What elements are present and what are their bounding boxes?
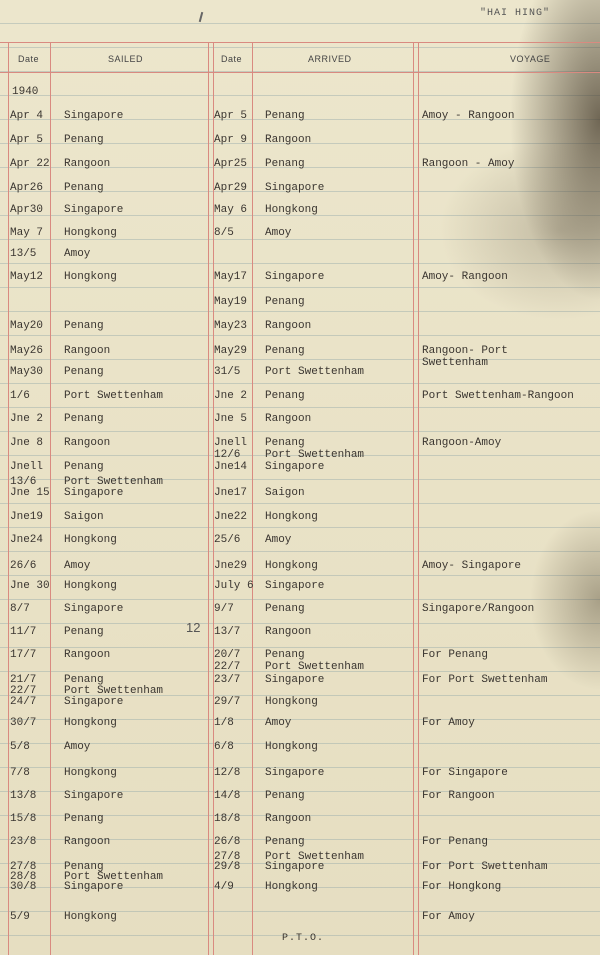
port-arrived: Penang <box>265 649 305 661</box>
date-arrived: 12/6 <box>214 449 241 461</box>
port-sailed: Amoy <box>64 248 91 260</box>
port-arrived: Singapore <box>265 580 325 592</box>
port-arrived: Penang <box>265 345 305 357</box>
port-arrived: Singapore <box>265 767 325 779</box>
date-sailed: Apr26 <box>10 182 44 194</box>
port-sailed: Singapore <box>64 881 124 893</box>
header-rule-bottom <box>0 72 600 73</box>
date-arrived: May17 <box>214 271 248 283</box>
port-arrived: Port Swettenham <box>265 661 365 673</box>
document-title: "HAI HING" <box>480 8 551 19</box>
date-sailed: 23/8 <box>10 836 37 848</box>
port-sailed: Rangoon <box>64 649 111 661</box>
date-sailed: 22/7 <box>10 685 37 697</box>
port-arrived: Amoy <box>265 717 292 729</box>
header-date-arrived: Date <box>221 54 243 64</box>
port-sailed: Rangoon <box>64 836 111 848</box>
date-arrived: 6/8 <box>214 741 234 753</box>
port-arrived: Rangoon <box>265 626 312 638</box>
port-sailed: Hongkong <box>64 580 117 592</box>
date-sailed: May26 <box>10 345 44 357</box>
date-sailed: 8/7 <box>10 603 30 615</box>
port-sailed: Penang <box>64 366 104 378</box>
voyage: Singapore/Rangoon <box>422 603 535 615</box>
date-sailed: Jne24 <box>10 534 44 546</box>
port-sailed: Rangoon <box>64 345 111 357</box>
date-sailed: 17/7 <box>10 649 37 661</box>
voyage: Rangoon-Amoy <box>422 437 502 449</box>
voyage: Amoy- Singapore <box>422 560 522 572</box>
date-sailed: 30/8 <box>10 881 37 893</box>
port-arrived: Hongkong <box>265 511 318 523</box>
port-arrived: Rangoon <box>265 813 312 825</box>
port-arrived: Penang <box>265 437 305 449</box>
date-sailed: Jne19 <box>10 511 44 523</box>
port-arrived: Amoy <box>265 534 292 546</box>
voyage: For Singapore <box>422 767 508 779</box>
date-sailed: May 7 <box>10 227 44 239</box>
port-arrived: Penang <box>265 296 305 308</box>
port-arrived: Amoy <box>265 227 292 239</box>
port-sailed: Penang <box>64 182 104 194</box>
voyage: For Amoy <box>422 911 475 923</box>
port-sailed: Hongkong <box>64 271 117 283</box>
port-arrived: Singapore <box>265 271 325 283</box>
rule-date2 <box>252 42 253 955</box>
voyage: For Port Swettenham <box>422 861 548 873</box>
header-sailed: SAILED <box>108 54 144 64</box>
voyage: Swettenham <box>422 357 489 369</box>
voyage: For Hongkong <box>422 881 502 893</box>
date-arrived: 20/7 <box>214 649 241 661</box>
date-sailed: May30 <box>10 366 44 378</box>
footer-pto: P.T.O. <box>282 933 325 944</box>
rule-date1 <box>50 42 51 955</box>
port-arrived: Rangoon <box>265 413 312 425</box>
date-arrived: Apr29 <box>214 182 248 194</box>
date-sailed: 30/7 <box>10 717 37 729</box>
voyage: For Rangoon <box>422 790 495 802</box>
port-arrived: Hongkong <box>265 560 318 572</box>
port-sailed: Penang <box>64 813 104 825</box>
margin-note: 12 <box>186 620 201 635</box>
date-sailed: 28/8 <box>10 871 37 883</box>
date-arrived: 12/8 <box>214 767 241 779</box>
date-sailed: 5/8 <box>10 741 30 753</box>
port-arrived: Singapore <box>265 861 325 873</box>
date-arrived: 26/8 <box>214 836 241 848</box>
date-sailed: 24/7 <box>10 696 37 708</box>
date-arrived: 29/7 <box>214 696 241 708</box>
date-sailed: 7/8 <box>10 767 30 779</box>
date-sailed: May12 <box>10 271 44 283</box>
port-arrived: Hongkong <box>265 881 318 893</box>
port-sailed: Rangoon <box>64 158 111 170</box>
date-arrived: 13/7 <box>214 626 241 638</box>
date-arrived: Jne17 <box>214 487 248 499</box>
date-arrived: 18/8 <box>214 813 241 825</box>
voyage: Rangoon - Amoy <box>422 158 515 170</box>
port-arrived: Hongkong <box>265 696 318 708</box>
port-sailed: Amoy <box>64 741 91 753</box>
port-arrived: Singapore <box>265 674 325 686</box>
header-rule-top <box>0 42 600 43</box>
port-sailed: Hongkong <box>64 534 117 546</box>
date-sailed: 15/8 <box>10 813 37 825</box>
port-arrived: Penang <box>265 158 305 170</box>
date-sailed: 27/8 <box>10 861 37 873</box>
port-arrived: Rangoon <box>265 320 312 332</box>
date-arrived: May29 <box>214 345 248 357</box>
port-sailed: Port Swettenham <box>64 685 164 697</box>
port-sailed: Penang <box>64 674 104 686</box>
port-sailed: Penang <box>64 461 104 473</box>
date-arrived: 1/8 <box>214 717 234 729</box>
voyage: For Port Swettenham <box>422 674 548 686</box>
date-arrived: May 6 <box>214 204 248 216</box>
port-sailed: Singapore <box>64 110 124 122</box>
date-sailed: 13/5 <box>10 248 37 260</box>
date-sailed: 5/9 <box>10 911 30 923</box>
date-arrived: 4/9 <box>214 881 234 893</box>
date-arrived: Jnell <box>214 437 248 449</box>
rule-left <box>8 42 9 955</box>
port-sailed: Hongkong <box>64 227 117 239</box>
port-sailed: Saigon <box>64 511 104 523</box>
voyage: Amoy - Rangoon <box>422 110 515 122</box>
port-sailed: Singapore <box>64 603 124 615</box>
date-sailed: Jne 30 <box>10 580 50 592</box>
port-arrived: Hongkong <box>265 741 318 753</box>
date-sailed: Apr 4 <box>10 110 44 122</box>
port-arrived: Saigon <box>265 487 305 499</box>
port-sailed: Port Swettenham <box>64 390 164 402</box>
date-arrived: 25/6 <box>214 534 241 546</box>
port-sailed: Singapore <box>64 487 124 499</box>
date-sailed: Jne 8 <box>10 437 44 449</box>
date-sailed: Apr30 <box>10 204 44 216</box>
date-sailed: 13/6 <box>10 476 37 488</box>
port-sailed: Penang <box>64 320 104 332</box>
date-arrived: Jne 2 <box>214 390 248 402</box>
date-sailed: Jne 15 <box>10 487 50 499</box>
voyage: For Amoy <box>422 717 475 729</box>
header-date-sailed: Date <box>18 54 40 64</box>
date-sailed: 11/7 <box>10 626 37 638</box>
voyage: Rangoon- Port <box>422 345 508 357</box>
port-arrived: Hongkong <box>265 204 318 216</box>
date-arrived: Jne14 <box>214 461 248 473</box>
port-arrived: Singapore <box>265 461 325 473</box>
date-arrived: May19 <box>214 296 248 308</box>
date-arrived: 29/8 <box>214 861 241 873</box>
date-sailed: Jne 2 <box>10 413 44 425</box>
date-arrived: 9/7 <box>214 603 234 615</box>
date-sailed: 1/6 <box>10 390 30 402</box>
date-sailed: 21/7 <box>10 674 37 686</box>
port-sailed: Singapore <box>64 696 124 708</box>
port-arrived: Penang <box>265 390 305 402</box>
date-arrived: Jne29 <box>214 560 248 572</box>
date-arrived: 22/7 <box>214 661 241 673</box>
port-sailed: Singapore <box>64 204 124 216</box>
voyage: For Penang <box>422 649 489 661</box>
rule-arrived <box>413 42 419 955</box>
date-sailed: 13/8 <box>10 790 37 802</box>
date-arrived: 14/8 <box>214 790 241 802</box>
port-sailed: Port Swettenham <box>64 871 164 883</box>
date-arrived: 31/5 <box>214 366 241 378</box>
port-arrived: Port Swettenham <box>265 366 365 378</box>
port-arrived: Penang <box>265 110 305 122</box>
voyage: Amoy- Rangoon <box>422 271 508 283</box>
port-sailed: Rangoon <box>64 437 111 449</box>
port-sailed: Amoy <box>64 560 91 572</box>
port-sailed: Hongkong <box>64 717 117 729</box>
port-sailed: Port Swettenham <box>64 476 164 488</box>
date-arrived: 27/8 <box>214 851 241 863</box>
port-sailed: Penang <box>64 626 104 638</box>
date-sailed: Apr 22 <box>10 158 50 170</box>
port-sailed: Penang <box>64 861 104 873</box>
voyage: Port Swettenham-Rangoon <box>422 390 574 402</box>
date-arrived: Apr25 <box>214 158 248 170</box>
date-sailed: May20 <box>10 320 44 332</box>
port-arrived: Penang <box>265 836 305 848</box>
header-arrived: ARRIVED <box>308 54 352 64</box>
port-arrived: Rangoon <box>265 134 312 146</box>
voyage: For Penang <box>422 836 489 848</box>
date-arrived: Jne 5 <box>214 413 248 425</box>
date-arrived: Apr 5 <box>214 110 248 122</box>
date-sailed: Apr 5 <box>10 134 44 146</box>
date-sailed: Jnell <box>10 461 44 473</box>
port-arrived: Port Swettenham <box>265 449 365 461</box>
port-sailed: Penang <box>64 413 104 425</box>
date-arrived: 8/5 <box>214 227 234 239</box>
port-sailed: Hongkong <box>64 911 117 923</box>
port-arrived: Penang <box>265 790 305 802</box>
port-arrived: Singapore <box>265 182 325 194</box>
date-arrived: Apr 9 <box>214 134 248 146</box>
date-arrived: May23 <box>214 320 248 332</box>
port-arrived: Penang <box>265 603 305 615</box>
date-sailed: 26/6 <box>10 560 37 572</box>
date-arrived: 23/7 <box>214 674 241 686</box>
header-voyage: VOYAGE <box>510 54 551 64</box>
year-label: 1940 <box>12 86 39 98</box>
port-arrived: Port Swettenham <box>265 851 365 863</box>
port-sailed: Singapore <box>64 790 124 802</box>
port-sailed: Hongkong <box>64 767 117 779</box>
port-sailed: Penang <box>64 134 104 146</box>
date-arrived: July 6 <box>214 580 254 592</box>
date-arrived: Jne22 <box>214 511 248 523</box>
pencil-mark <box>199 12 204 22</box>
